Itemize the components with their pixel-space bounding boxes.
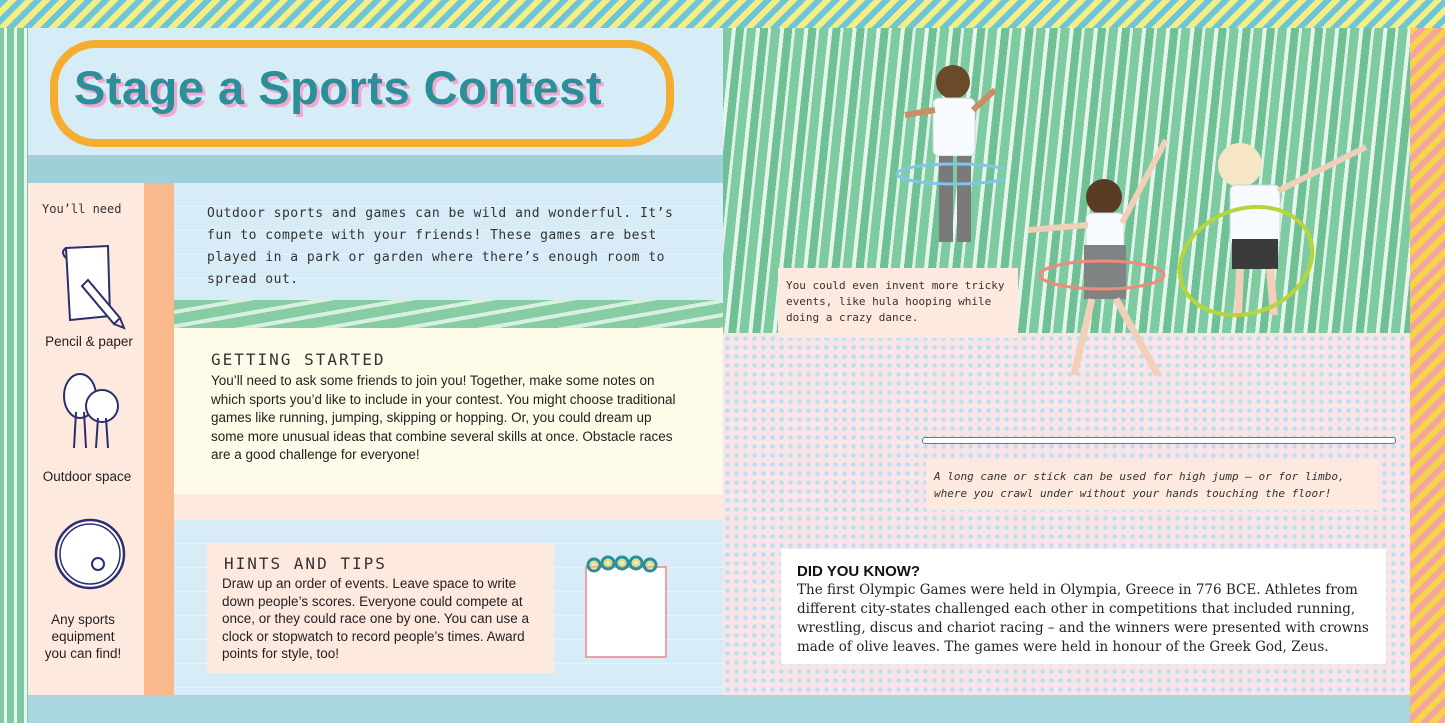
top-stripe-border xyxy=(0,0,1445,28)
left-grass-edge xyxy=(0,28,28,723)
getting-started-heading: GETTING STARTED xyxy=(211,350,386,369)
ball-icon xyxy=(52,516,128,592)
did-you-know-text: The first Olympic Games were held in Olympia, Greece in 776 BCE. Athletes from different city-states challenged each other in competitions that included running, wrestling, discus and chariot racing – and the winners were presented with crowns made of olive leaves. The games were held in honour of the Greek God, Zeus. xyxy=(797,582,1369,655)
hints-text: Draw up an order of events. Leave space to write down people’s scores. Everyone could compete at once, or they could race one by one. You can use a clock or stopwatch to record people’s times. Award points for style, too! xyxy=(222,576,529,661)
child-hula-hoop-3 xyxy=(1170,135,1370,335)
hints-heading: HINTS AND TIPS xyxy=(224,554,387,573)
orange-bar xyxy=(144,183,174,695)
page-title: Stage a Sports Contest xyxy=(74,61,603,114)
need-item-label: Any sports equipment you can find! xyxy=(44,612,122,661)
child-hula-hoop-2 xyxy=(1018,135,1178,385)
right-stripe-border xyxy=(1410,28,1445,723)
divider-band xyxy=(28,155,723,183)
intro-text: Outdoor sports and games can be wild and wonderful. It’s fun to compete with your friends! These games are best played in a park or garden where there’s enough room to spread out. xyxy=(207,206,674,287)
hula-caption: You could even invent more tricky events, like hula hooping while doing a crazy dance. xyxy=(786,279,1005,324)
needs-heading: You’ll need xyxy=(42,202,122,216)
bottom-band xyxy=(28,695,1410,723)
did-you-know-heading: DID YOU KNOW? xyxy=(797,563,921,580)
need-item-label: Outdoor space xyxy=(42,469,132,484)
pencil-paper-icon xyxy=(58,240,128,330)
getting-started-text: You’ll need to ask some friends to join you! Together, make some notes on which sports you’d like to include in your contest. You might choose traditional games like running, jumping, skipping or hopping. Or, you could dream up some more unusual ideas that combine several skills at once. Obstacle races are a good challenge for everyone! xyxy=(211,373,676,462)
need-item-label: Pencil & paper xyxy=(45,334,133,349)
cane-caption: A long cane or stick can be used for high jump – or for limbo, where you crawl under without your hands touching the floor! xyxy=(934,470,1345,500)
cane-illustration xyxy=(922,437,1396,444)
trees-icon xyxy=(58,372,124,452)
child-hula-hoop-1 xyxy=(895,60,1005,260)
notepad-icon xyxy=(580,553,672,661)
pink-band xyxy=(174,494,723,520)
grass-wave-band xyxy=(174,300,723,328)
